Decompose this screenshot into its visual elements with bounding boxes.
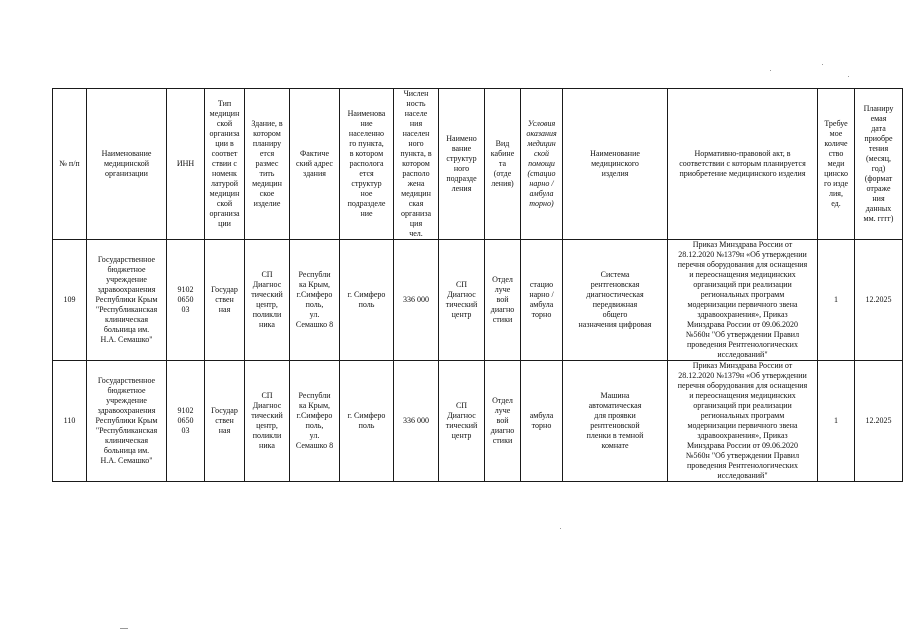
cell-device: Машина автоматическая для проявки рентгеновской пленки в темной комнате <box>563 361 668 482</box>
cell-cabinet: Отдел луче вой диагно стики <box>485 240 521 361</box>
equipment-table <box>52 88 903 482</box>
cell-qty: 1 <box>818 240 855 361</box>
cell-inn: 9102 0650 03 <box>167 240 205 361</box>
header-cell-qty: Требуе мое количе ство меди цинско го изде лия, ед. <box>818 89 855 240</box>
header-cell-date: Планиру емая дата приобре тения (месяц, год) (формат отраже ния данных мм. гггг) <box>855 89 903 240</box>
cell-num: 110 <box>53 361 87 482</box>
cell-num: 109 <box>53 240 87 361</box>
scan-speck <box>770 70 771 71</box>
cell-address: Республи ка Крым, г.Симферо поль, ул. Семашко 8 <box>290 361 340 482</box>
header-cell-type: Тип медицин ской организа ции в соответ ствии с номенк латурой медицин ской организа ции <box>205 89 245 240</box>
header-cell-inn: ИНН <box>167 89 205 240</box>
scan-speck <box>120 628 128 629</box>
scan-speck <box>560 528 561 529</box>
header-cell-org: Наименование медицинской организации <box>87 89 167 240</box>
cell-type: Государ ствен ная <box>205 361 245 482</box>
document-page <box>52 88 903 482</box>
cell-building: СП Диагнос тический центр, поликли ника <box>245 361 290 482</box>
header-cell-population: Числен ность населе ния населен ного пункта, в котором располо жена медицин ская организа ция чел. <box>394 89 439 240</box>
cell-date: 12.2025 <box>855 361 903 482</box>
header-cell-num: № п/п <box>53 89 87 240</box>
cell-settlement: г. Симферо поль <box>340 361 394 482</box>
header-cell-device: Наименование медицинского изделия <box>563 89 668 240</box>
header-cell-settlement: Наименова ние населенно го пункта, в котором располога ется структур ное подразделе ние <box>340 89 394 240</box>
table-row <box>53 361 903 482</box>
cell-type: Государ ствен ная <box>205 240 245 361</box>
header-cell-conditions: Условия оказания медицин ской помощи (стацио нарно / амбула торно) <box>521 89 563 240</box>
cell-qty: 1 <box>818 361 855 482</box>
table-header-row <box>53 89 903 240</box>
header-cell-act: Нормативно-правовой акт, в соответствии с которым планируется приобретение медицинского изделия <box>668 89 818 240</box>
scan-speck <box>848 76 849 77</box>
header-cell-cabinet: Вид кабине та (отде ления) <box>485 89 521 240</box>
cell-unit: СП Диагнос тический центр <box>439 240 485 361</box>
cell-device: Система рентгеновская диагностическая передвижная общего назначения цифровая <box>563 240 668 361</box>
cell-cabinet: Отдел луче вой диагно стики <box>485 361 521 482</box>
header-cell-building: Здание, в котором планиру ется размес тить медицин ское изделие <box>245 89 290 240</box>
cell-conditions: амбула торно <box>521 361 563 482</box>
cell-conditions: стацио нарно / амбула торно <box>521 240 563 361</box>
cell-date: 12.2025 <box>855 240 903 361</box>
header-cell-address: Фактиче ский адрес здания <box>290 89 340 240</box>
scan-speck <box>822 64 823 65</box>
cell-org: Государственное бюджетное учреждение здравоохранения Республики Крым "Республиканская клиническая больница им. Н.А. Семашко" <box>87 361 167 482</box>
cell-act: Приказ Минздрава России от 28.12.2020 №1379н «Об утверждении перечня оборудования для оснащения и переоснащения медицинских организаций при реализации региональных программ модернизации первичного звена здравоохранения», Приказ Минздрава России от 09.06.2020 №560н "Об утверждении Правил проведения Рентгенологических исследований" <box>668 240 818 361</box>
cell-unit: СП Диагнос тический центр <box>439 361 485 482</box>
cell-population: 336 000 <box>394 361 439 482</box>
cell-org: Государственное бюджетное учреждение здравоохранения Республики Крым "Республиканская клиническая больница им. Н.А. Семашко" <box>87 240 167 361</box>
cell-address: Республи ка Крым, г.Симферо поль, ул. Семашко 8 <box>290 240 340 361</box>
table-row <box>53 240 903 361</box>
cell-building: СП Диагнос тический центр, поликли ника <box>245 240 290 361</box>
cell-settlement: г. Симферо поль <box>340 240 394 361</box>
cell-act: Приказ Минздрава России от 28.12.2020 №1379н «Об утверждении перечня оборудования для оснащения и переоснащения медицинских организаций при реализации региональных программ модернизации первичного звена здравоохранения», Приказ Минздрава России от 09.06.2020 №560н "Об утверждении Правил проведения Рентгенологических исследований" <box>668 361 818 482</box>
cell-population: 336 000 <box>394 240 439 361</box>
header-cell-unit: Наимено вание структур ного подразде ления <box>439 89 485 240</box>
cell-inn: 9102 0650 03 <box>167 361 205 482</box>
